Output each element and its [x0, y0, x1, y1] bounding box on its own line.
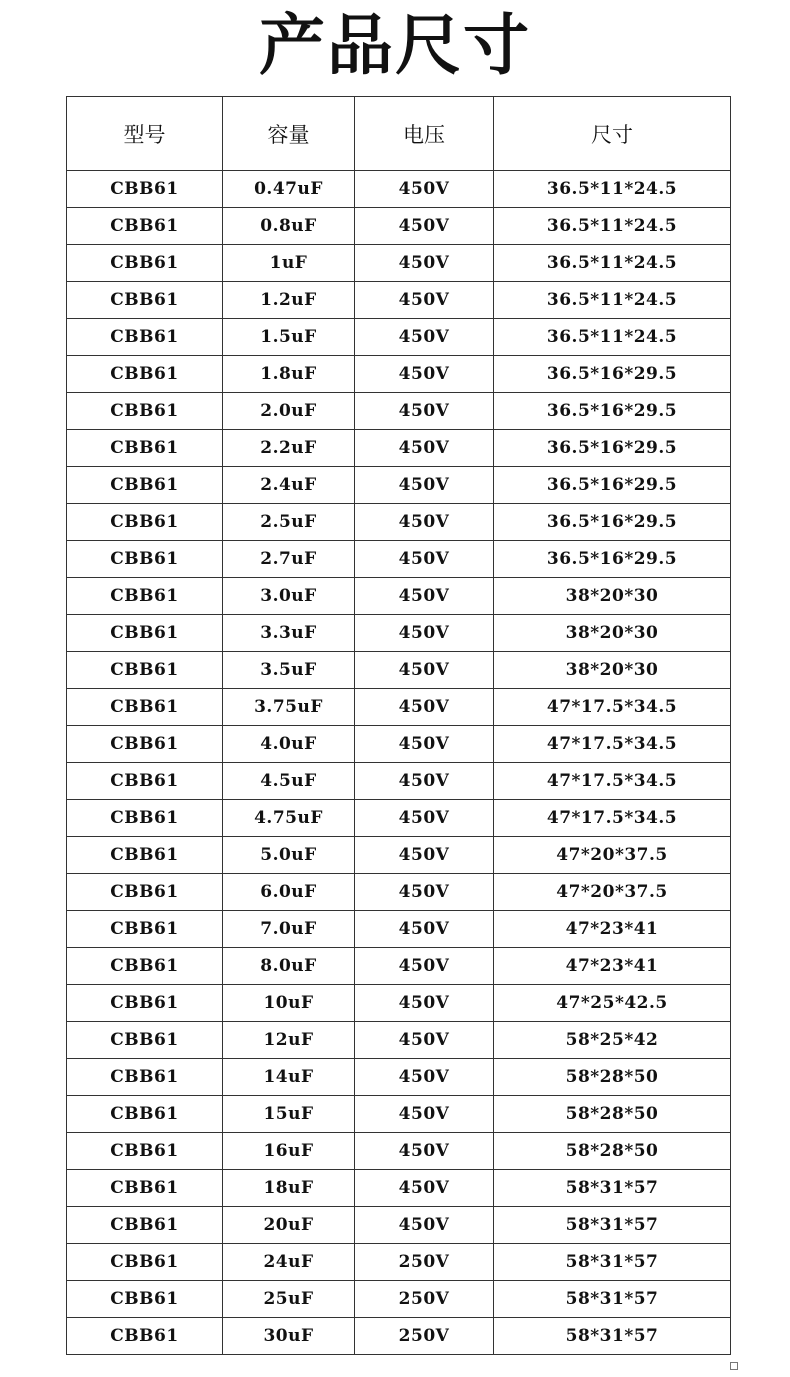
cell-capacitance: 5.0uF: [223, 837, 355, 874]
cell-capacitance: 0.47uF: [223, 171, 355, 208]
cell-voltage: 450V: [355, 652, 494, 689]
cell-model: CBB61: [67, 1170, 223, 1207]
table-row: [67, 208, 731, 245]
cell-model: CBB61: [67, 726, 223, 763]
cell-voltage: 450V: [355, 541, 494, 578]
cell-model: CBB61: [67, 652, 223, 689]
cell-dimensions: 58*31*57: [494, 1318, 731, 1355]
cell-voltage: 250V: [355, 1244, 494, 1281]
cell-voltage: 450V: [355, 171, 494, 208]
cell-dimensions: 58*28*50: [494, 1059, 731, 1096]
cell-model: CBB61: [67, 1022, 223, 1059]
cell-dimensions: 47*17.5*34.5: [494, 800, 731, 837]
table-row: [67, 1133, 731, 1170]
cell-voltage: 250V: [355, 1318, 494, 1355]
cell-capacitance: 3.75uF: [223, 689, 355, 726]
cell-capacitance: 16uF: [223, 1133, 355, 1170]
table-row: [67, 541, 731, 578]
cell-model: CBB61: [67, 208, 223, 245]
cell-voltage: 450V: [355, 1207, 494, 1244]
cell-capacitance: 2.7uF: [223, 541, 355, 578]
table-row: [67, 985, 731, 1022]
cell-voltage: 450V: [355, 1170, 494, 1207]
cell-dimensions: 58*28*50: [494, 1096, 731, 1133]
cell-voltage: 450V: [355, 578, 494, 615]
cell-voltage: 450V: [355, 948, 494, 985]
cell-model: CBB61: [67, 948, 223, 985]
cell-dimensions: 47*17.5*34.5: [494, 763, 731, 800]
cell-voltage: 450V: [355, 356, 494, 393]
cell-voltage: 450V: [355, 1059, 494, 1096]
cell-voltage: 450V: [355, 689, 494, 726]
cell-capacitance: 20uF: [223, 1207, 355, 1244]
table-row: [67, 356, 731, 393]
table-row: [67, 1281, 731, 1318]
cell-capacitance: 7.0uF: [223, 911, 355, 948]
cell-model: CBB61: [67, 282, 223, 319]
cell-capacitance: 2.5uF: [223, 504, 355, 541]
table-row: [67, 1318, 731, 1355]
cell-model: CBB61: [67, 467, 223, 504]
table-row: [67, 1096, 731, 1133]
table-row: [67, 800, 731, 837]
cell-voltage: 450V: [355, 985, 494, 1022]
cell-voltage: 450V: [355, 467, 494, 504]
cell-dimensions: 58*31*57: [494, 1207, 731, 1244]
cell-capacitance: 10uF: [223, 985, 355, 1022]
table-row: [67, 874, 731, 911]
cell-capacitance: 1.5uF: [223, 319, 355, 356]
table-row: [67, 726, 731, 763]
cell-dimensions: 36.5*16*29.5: [494, 467, 731, 504]
cell-dimensions: 58*31*57: [494, 1244, 731, 1281]
cell-model: CBB61: [67, 541, 223, 578]
cell-dimensions: 36.5*11*24.5: [494, 208, 731, 245]
cell-voltage: 450V: [355, 393, 494, 430]
table-row: [67, 467, 731, 504]
cell-capacitance: 2.0uF: [223, 393, 355, 430]
cell-capacitance: 25uF: [223, 1281, 355, 1318]
cell-model: CBB61: [67, 1318, 223, 1355]
cell-dimensions: 36.5*16*29.5: [494, 393, 731, 430]
cell-dimensions: 38*20*30: [494, 652, 731, 689]
cell-capacitance: 14uF: [223, 1059, 355, 1096]
cell-dimensions: 38*20*30: [494, 578, 731, 615]
cell-capacitance: 30uF: [223, 1318, 355, 1355]
cell-model: CBB61: [67, 245, 223, 282]
cell-dimensions: 58*28*50: [494, 1133, 731, 1170]
cell-capacitance: 1uF: [223, 245, 355, 282]
cell-voltage: 450V: [355, 282, 494, 319]
cell-dimensions: 36.5*11*24.5: [494, 319, 731, 356]
cell-model: CBB61: [67, 1059, 223, 1096]
cell-capacitance: 12uF: [223, 1022, 355, 1059]
cell-dimensions: 58*31*57: [494, 1281, 731, 1318]
cell-model: CBB61: [67, 800, 223, 837]
cell-model: CBB61: [67, 1133, 223, 1170]
table-row: [67, 171, 731, 208]
cell-capacitance: 2.4uF: [223, 467, 355, 504]
cell-voltage: 250V: [355, 1281, 494, 1318]
cell-model: CBB61: [67, 911, 223, 948]
cell-model: CBB61: [67, 837, 223, 874]
table-row: [67, 245, 731, 282]
cell-capacitance: 4.0uF: [223, 726, 355, 763]
cell-model: CBB61: [67, 985, 223, 1022]
header-capacitance: 容量: [223, 97, 355, 171]
cell-voltage: 450V: [355, 245, 494, 282]
cell-dimensions: 36.5*11*24.5: [494, 245, 731, 282]
cell-voltage: 450V: [355, 837, 494, 874]
cell-voltage: 450V: [355, 615, 494, 652]
cell-dimensions: 47*23*41: [494, 948, 731, 985]
spec-table: [66, 96, 731, 1355]
cell-model: CBB61: [67, 1281, 223, 1318]
cell-model: CBB61: [67, 1207, 223, 1244]
cell-capacitance: 3.3uF: [223, 615, 355, 652]
table-row: [67, 911, 731, 948]
cell-capacitance: 3.0uF: [223, 578, 355, 615]
header-voltage: 电压: [355, 97, 494, 171]
cell-dimensions: 47*17.5*34.5: [494, 726, 731, 763]
cell-model: CBB61: [67, 874, 223, 911]
cell-dimensions: 38*20*30: [494, 615, 731, 652]
table-row: [67, 504, 731, 541]
cell-model: CBB61: [67, 171, 223, 208]
table-row: [67, 1059, 731, 1096]
cell-model: CBB61: [67, 356, 223, 393]
cell-model: CBB61: [67, 1096, 223, 1133]
cell-dimensions: 36.5*16*29.5: [494, 430, 731, 467]
cell-capacitance: 3.5uF: [223, 652, 355, 689]
table-row: [67, 763, 731, 800]
cell-capacitance: 0.8uF: [223, 208, 355, 245]
cell-dimensions: 58*31*57: [494, 1170, 731, 1207]
cell-model: CBB61: [67, 615, 223, 652]
cell-dimensions: 47*20*37.5: [494, 837, 731, 874]
cell-dimensions: 36.5*16*29.5: [494, 504, 731, 541]
table-row: [67, 1207, 731, 1244]
cell-voltage: 450V: [355, 208, 494, 245]
cell-capacitance: 4.75uF: [223, 800, 355, 837]
cell-dimensions: 36.5*11*24.5: [494, 171, 731, 208]
table-row: [67, 578, 731, 615]
cell-model: CBB61: [67, 1244, 223, 1281]
cell-capacitance: 8.0uF: [223, 948, 355, 985]
table-row: [67, 689, 731, 726]
cell-capacitance: 4.5uF: [223, 763, 355, 800]
page-title: 产品尺寸: [259, 7, 531, 84]
cell-dimensions: 47*23*41: [494, 911, 731, 948]
cell-capacitance: 1.2uF: [223, 282, 355, 319]
cell-voltage: 450V: [355, 1133, 494, 1170]
cell-model: CBB61: [67, 763, 223, 800]
cell-model: CBB61: [67, 504, 223, 541]
cell-capacitance: 6.0uF: [223, 874, 355, 911]
table-row: [67, 652, 731, 689]
cell-model: CBB61: [67, 430, 223, 467]
corner-mark: [730, 1362, 738, 1370]
table-body: [67, 171, 731, 1355]
cell-model: CBB61: [67, 689, 223, 726]
table-row: [67, 1170, 731, 1207]
cell-capacitance: 24uF: [223, 1244, 355, 1281]
cell-voltage: 450V: [355, 874, 494, 911]
cell-dimensions: 36.5*16*29.5: [494, 356, 731, 393]
table-row: [67, 615, 731, 652]
cell-voltage: 450V: [355, 800, 494, 837]
cell-model: CBB61: [67, 393, 223, 430]
cell-capacitance: 2.2uF: [223, 430, 355, 467]
table-row: [67, 837, 731, 874]
table-row: [67, 430, 731, 467]
table-row: [67, 1244, 731, 1281]
cell-dimensions: 36.5*16*29.5: [494, 541, 731, 578]
cell-dimensions: 47*17.5*34.5: [494, 689, 731, 726]
table-row: [67, 948, 731, 985]
cell-dimensions: 47*20*37.5: [494, 874, 731, 911]
cell-model: CBB61: [67, 319, 223, 356]
cell-voltage: 450V: [355, 726, 494, 763]
cell-capacitance: 1.8uF: [223, 356, 355, 393]
table-row: [67, 393, 731, 430]
cell-voltage: 450V: [355, 1022, 494, 1059]
header-dimensions: 尺寸: [494, 97, 731, 171]
cell-dimensions: 36.5*11*24.5: [494, 282, 731, 319]
cell-model: CBB61: [67, 578, 223, 615]
cell-voltage: 450V: [355, 763, 494, 800]
cell-capacitance: 15uF: [223, 1096, 355, 1133]
table-row: [67, 282, 731, 319]
header-model: 型号: [67, 97, 223, 171]
cell-voltage: 450V: [355, 911, 494, 948]
table-row: [67, 1022, 731, 1059]
cell-dimensions: 47*25*42.5: [494, 985, 731, 1022]
cell-dimensions: 58*25*42: [494, 1022, 731, 1059]
cell-voltage: 450V: [355, 504, 494, 541]
table-header-row: [67, 97, 731, 171]
cell-voltage: 450V: [355, 319, 494, 356]
cell-voltage: 450V: [355, 430, 494, 467]
cell-voltage: 450V: [355, 1096, 494, 1133]
cell-capacitance: 18uF: [223, 1170, 355, 1207]
table-row: [67, 319, 731, 356]
